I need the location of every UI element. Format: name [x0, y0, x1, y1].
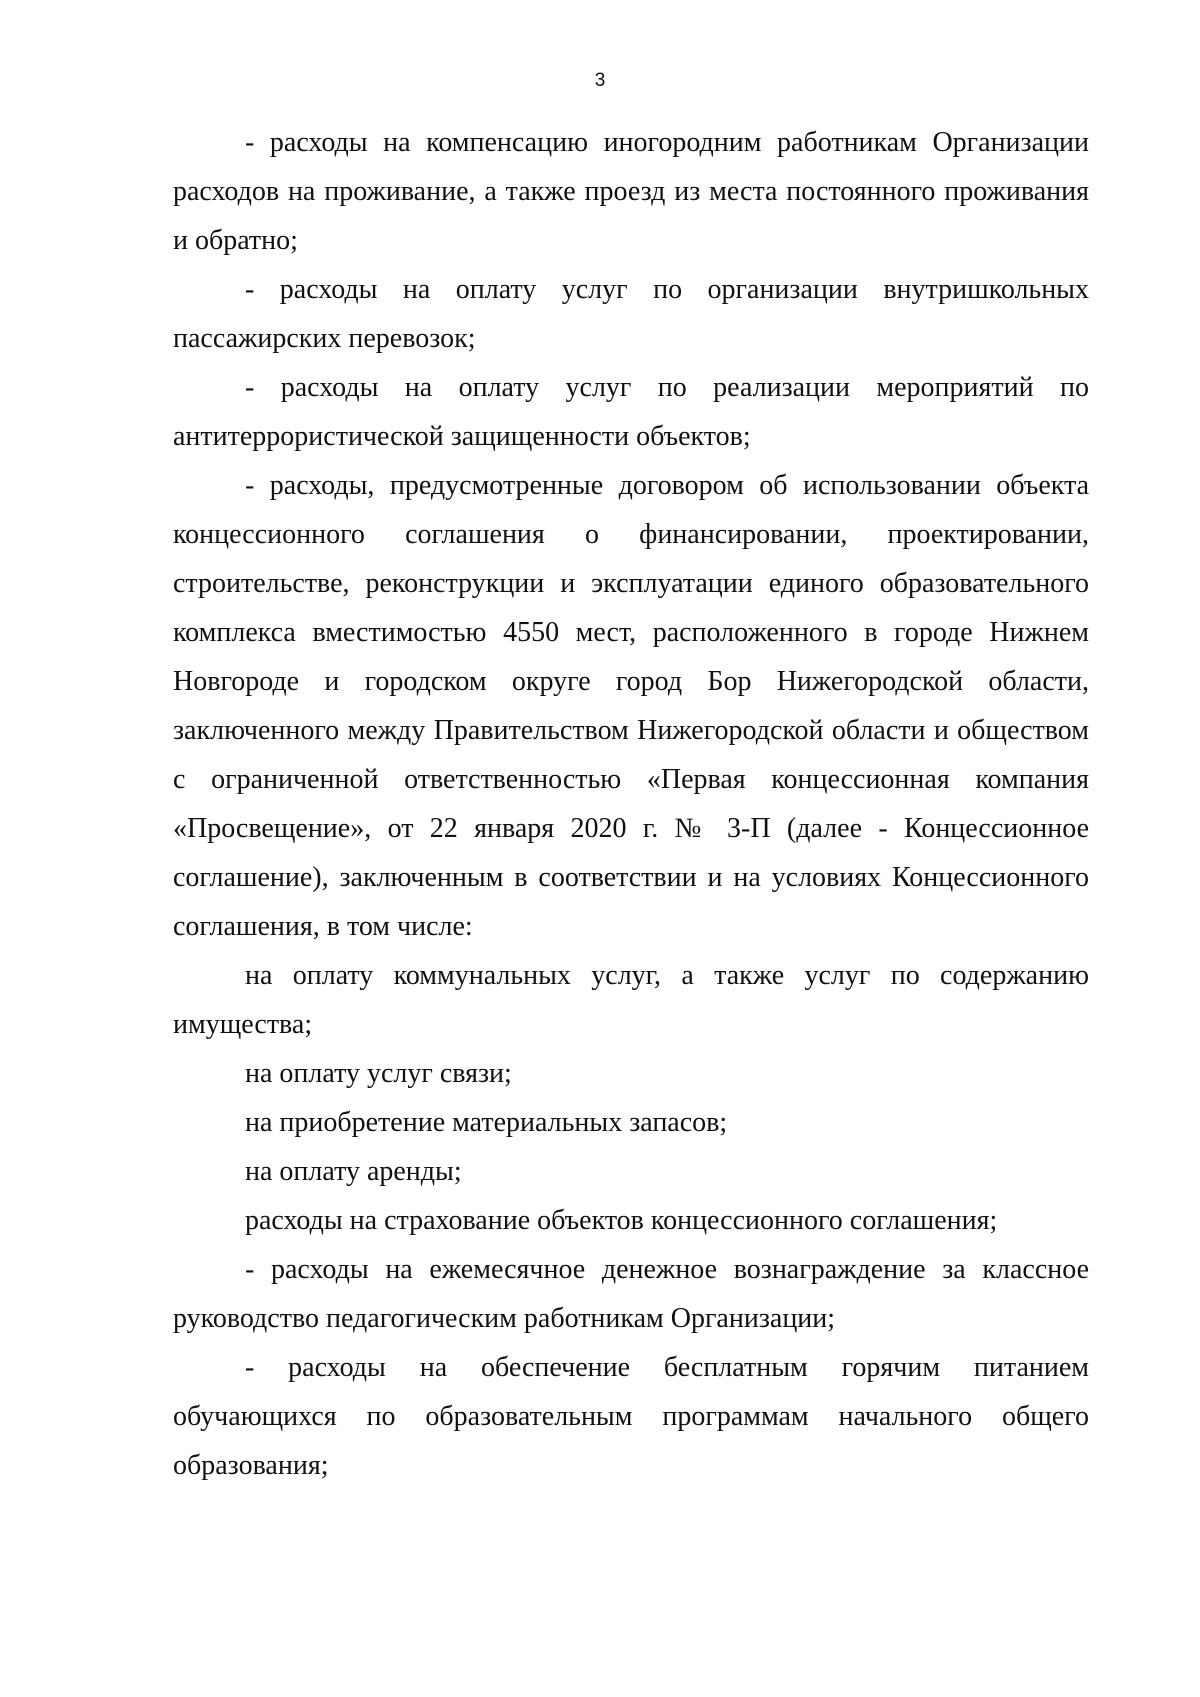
paragraph-school-transport: - расходы на оплату услуг по организации внутришкольных пассажирских перевозок;	[173, 274, 1089, 354]
paragraph-communications: на оплату услуг связи;	[245, 1058, 512, 1089]
paragraph-materials: на приобретение материальных запасов;	[245, 1107, 728, 1138]
document-body	[173, 118, 1089, 1490]
paragraph-antiterror-security: - расходы на оплату услуг по реализации мероприятий по антитеррористической защищенности объектов;	[173, 372, 1089, 452]
paragraph-insurance: расходы на страхование объектов концессионного соглашения;	[245, 1205, 998, 1236]
paragraph-concession-agreement: - расходы, предусмотренные договором об использовании объекта концессионного соглашения о финансировании, проектировании, строительстве, реконструкции и эксплуатации единого образовательного комплекса вместимостью 4550 мест, расположенного в городе Нижнем Новгороде и городском округе город Бор Нижегородской области, заключенного между Правительством Нижегородской области и обществом с ограниченной ответственностью «Первая концессионная компания «Просвещение», от 22 января 2020 г. № 3-П (далее - Концессионное соглашение), заключенным в соответствии и на условиях Концессионного соглашения, в том числе:	[173, 470, 1089, 942]
paragraph-free-hot-meals: - расходы на обеспечение бесплатным горячим питанием обучающихся по образовательным программам начального общего образования;	[173, 1352, 1089, 1481]
paragraph-relocation-expenses: - расходы на компенсацию иногородним работникам Организации расходов на проживание, а также проезд из места постоянного проживания и обратно;	[173, 127, 1089, 256]
paragraph-class-guidance-bonus: - расходы на ежемесячное денежное вознаграждение за классное руководство педагогическим работникам Организации;	[173, 1254, 1089, 1334]
paragraph-rent: на оплату аренды;	[245, 1156, 462, 1187]
paragraph-utilities: на оплату коммунальных услуг, а также услуг по содержанию имущества;	[173, 960, 1089, 1040]
page-number: 3	[594, 70, 606, 91]
